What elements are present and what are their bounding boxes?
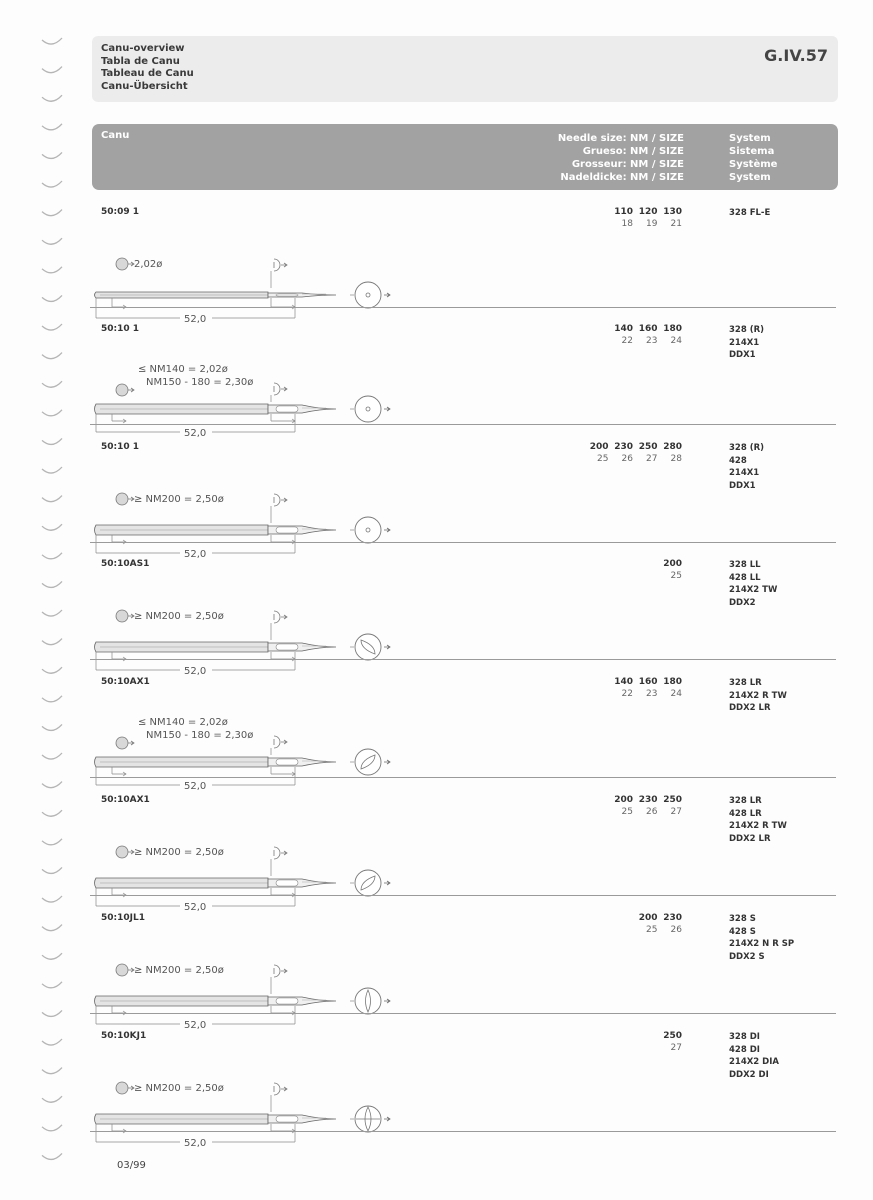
needle-sizes <box>584 442 682 466</box>
needle-diagram <box>88 1064 418 1154</box>
needle-code: 50:10AS1 <box>101 559 150 569</box>
system-item: 214X2 TW <box>729 585 778 595</box>
system-item: 428 <box>729 455 747 466</box>
system-label-fr: Système <box>729 159 778 170</box>
size-value: 21 <box>670 219 682 229</box>
system-item: 328 (R) <box>729 325 765 335</box>
eye-indicator <box>274 494 280 506</box>
nm-value: 120 <box>638 207 658 217</box>
needle-code: 50:10JL1 <box>101 913 145 923</box>
diameter-circle <box>116 964 128 976</box>
system-list <box>729 442 764 492</box>
row-separator <box>90 659 836 660</box>
eye-dimension-arrow <box>271 419 295 423</box>
column-header-canu: Canu <box>101 130 130 141</box>
size-value: 22 <box>621 336 633 346</box>
table-row <box>0 324 873 441</box>
needle-eye <box>276 998 298 1004</box>
needle-diagram <box>88 475 418 565</box>
title-es: Tabla de Canu <box>101 55 180 67</box>
needle-diagram <box>88 707 418 797</box>
needle-drawing <box>88 240 418 330</box>
system-item: DDX1 <box>729 480 756 491</box>
system-list <box>729 207 770 220</box>
diameter-label: ≥ NM200 = 2,50ø <box>134 847 224 858</box>
table-row <box>0 795 873 912</box>
needle-length: 52,0 <box>184 1020 207 1031</box>
nm-value: 140 <box>614 324 633 334</box>
binding-ring <box>42 1153 62 1159</box>
row-separator <box>90 1131 836 1132</box>
needle-drawing <box>88 592 418 682</box>
needle-diagram <box>88 946 418 1036</box>
diameter-label-2: NM150 - 180 = 2,30ø <box>146 730 254 741</box>
size-value: 27 <box>670 1043 682 1053</box>
size-values <box>633 925 682 937</box>
size-label-es: Grueso: NM / SIZE <box>582 146 684 157</box>
binding-ring <box>42 152 62 158</box>
needle-eye <box>276 294 298 296</box>
nm-value: 180 <box>663 677 682 687</box>
header-bar <box>92 36 838 102</box>
header-titles <box>101 43 194 93</box>
eye-indicator <box>274 383 280 395</box>
system-item: DDX2 LR <box>729 833 771 844</box>
cross-section-arrow <box>384 293 390 297</box>
row-separator <box>90 895 836 896</box>
nm-value: 200 <box>638 913 658 923</box>
nm-value: 200 <box>663 559 682 569</box>
diameter-label-2: NM150 - 180 = 2,30ø <box>146 377 254 388</box>
nm-value: 280 <box>663 442 682 452</box>
system-item: 328 LR <box>729 678 762 688</box>
needle-drawing <box>88 354 418 444</box>
system-item: DDX1 <box>729 350 756 360</box>
size-value: 26 <box>670 925 682 935</box>
system-item: 214X1 <box>729 468 760 478</box>
diameter-circle <box>116 1082 128 1094</box>
size-value: 25 <box>646 925 658 935</box>
needle-sizes <box>609 677 683 701</box>
needle-eye <box>276 527 298 533</box>
diameter-label: ≥ NM200 = 2,50ø <box>134 494 224 505</box>
size-values <box>609 689 683 701</box>
system-list <box>729 677 787 715</box>
eye-indicator <box>274 847 280 859</box>
nm-value: 250 <box>663 795 682 805</box>
cross-section-circle <box>355 634 381 660</box>
needle-eye <box>276 644 298 650</box>
diameter-label-1: ≤ NM140 = 2,02ø <box>138 364 228 375</box>
system-item: 428 LR <box>729 808 762 819</box>
eye-indicator <box>274 1083 280 1095</box>
size-value: 24 <box>670 336 682 346</box>
table-row <box>0 913 873 1030</box>
size-value: 26 <box>621 454 633 464</box>
nm-value: 110 <box>614 207 633 217</box>
nm-value: 250 <box>638 442 658 452</box>
needle-sizes <box>658 559 683 583</box>
cross-section-arrow <box>384 645 390 649</box>
footer-date: 03/99 <box>117 1160 146 1171</box>
size-value: 24 <box>670 689 682 699</box>
cross-section-arrow <box>384 999 390 1003</box>
diameter-circle <box>116 493 128 505</box>
table-header <box>92 124 838 190</box>
size-values <box>658 1043 683 1055</box>
table-row <box>0 207 873 324</box>
system-item: 328 S <box>729 914 756 924</box>
needle-length: 52,0 <box>184 428 207 439</box>
diameter-leader-arrow <box>112 772 126 776</box>
size-value: 27 <box>670 807 682 817</box>
diameter-circle <box>116 610 128 622</box>
system-label-en: System <box>729 133 771 144</box>
size-value: 25 <box>597 454 609 464</box>
nm-value: 200 <box>589 442 609 452</box>
binding-ring <box>42 67 62 73</box>
needle-eye <box>276 759 298 765</box>
nm-value: 230 <box>638 795 658 805</box>
needle-diagram <box>88 354 418 444</box>
cross-section-circle <box>355 749 381 775</box>
system-item: 428 LL <box>729 572 761 583</box>
table-row <box>0 442 873 559</box>
diameter-circle <box>116 737 128 749</box>
size-value: 19 <box>646 219 658 229</box>
cross-section-arrow <box>384 1117 390 1121</box>
system-item: 214X2 R TW <box>729 821 787 831</box>
cross-section-circle <box>355 282 381 308</box>
needle-sizes <box>609 324 683 348</box>
nm-values <box>658 559 683 571</box>
binding-ring <box>42 38 62 44</box>
diameter-circle <box>116 384 128 396</box>
diameter-label: ≥ NM200 = 2,50ø <box>134 611 224 622</box>
eye-arrow <box>281 387 287 391</box>
title-fr: Tableau de Canu <box>101 68 194 80</box>
needle-eye <box>276 406 298 412</box>
nm-value: 160 <box>638 677 658 687</box>
diameter-label: 2,02ø <box>134 259 163 270</box>
needle-eye <box>276 1116 298 1122</box>
system-list <box>729 913 794 963</box>
table-row <box>0 677 873 794</box>
needle-drawing <box>88 828 418 918</box>
needle-code: 50:10 1 <box>101 442 140 452</box>
nm-values <box>609 324 683 336</box>
cross-section-circle <box>355 517 381 543</box>
needle-sizes <box>609 207 683 231</box>
needle-diagram <box>88 828 418 918</box>
needle-code: 50:10AX1 <box>101 795 150 805</box>
eye-arrow <box>281 969 287 973</box>
size-value: 28 <box>670 454 682 464</box>
needle-code: 50:10KJ1 <box>101 1031 147 1041</box>
system-list <box>729 559 777 609</box>
system-item: DDX2 DI <box>729 1069 769 1080</box>
size-values <box>609 807 683 819</box>
system-item: 428 S <box>729 926 756 937</box>
eye-arrow <box>281 740 287 744</box>
system-item: 214X1 <box>729 337 760 348</box>
row-separator <box>90 424 836 425</box>
nm-values <box>609 795 683 807</box>
system-item: 328 FL-E <box>729 208 771 218</box>
diameter-circle <box>116 846 128 858</box>
cross-section-circle <box>355 870 381 896</box>
size-values <box>609 336 683 348</box>
size-value: 23 <box>646 336 658 346</box>
system-item: DDX2 LR <box>729 703 771 713</box>
needle-code: 50:10 1 <box>101 324 140 334</box>
size-label-fr: Grosseur: NM / SIZE <box>571 159 684 170</box>
needle-sizes <box>633 913 682 937</box>
diameter-arrow <box>128 388 134 392</box>
system-list <box>729 1031 779 1081</box>
nm-value: 160 <box>638 324 658 334</box>
system-list <box>729 795 787 845</box>
system-item: DDX2 S <box>729 951 765 962</box>
cross-section-arrow <box>384 407 390 411</box>
size-value: 27 <box>646 454 658 464</box>
diameter-leader-arrow <box>112 419 126 423</box>
column-header-system <box>729 132 777 184</box>
system-item: 214X2 N R SP <box>729 939 795 949</box>
system-item: 214X2 R TW <box>729 690 787 701</box>
cross-section-arrow <box>384 881 390 885</box>
system-item: 328 LR <box>729 796 762 806</box>
needle-sizes <box>609 795 683 819</box>
eye-indicator <box>274 965 280 977</box>
eye-arrow <box>281 1087 287 1091</box>
row-separator <box>90 777 836 778</box>
needle-sizes <box>658 1031 683 1055</box>
needle-length: 52,0 <box>184 666 207 677</box>
eye-arrow <box>281 263 287 267</box>
nm-values <box>584 442 682 454</box>
title-en: Canu-overview <box>101 43 185 54</box>
eye-dimension-arrow <box>271 772 295 776</box>
system-list <box>729 324 764 362</box>
needle-diagram <box>88 240 418 330</box>
system-item: 428 DI <box>729 1044 760 1055</box>
diameter-arrow <box>128 741 134 745</box>
needle-length: 52,0 <box>184 902 207 913</box>
row-separator <box>90 1013 836 1014</box>
system-item: 328 (R) <box>729 443 765 453</box>
eye-arrow <box>281 851 287 855</box>
system-item: 214X2 DIA <box>729 1057 779 1067</box>
title-de: Canu-Übersicht <box>101 80 188 92</box>
eye-indicator <box>274 259 280 271</box>
needle-diagram <box>88 592 418 682</box>
cross-section-circle <box>355 988 381 1014</box>
needle-eye <box>276 880 298 886</box>
eye-arrow <box>281 498 287 502</box>
size-label-de: Nadeldicke: NM / SIZE <box>560 172 684 183</box>
needle-length: 52,0 <box>184 549 207 560</box>
nm-values <box>658 1031 683 1043</box>
cross-section-arrow <box>384 528 390 532</box>
nm-values <box>609 207 683 219</box>
needle-code: 50:10AX1 <box>101 677 150 687</box>
row-separator <box>90 307 836 308</box>
needle-drawing <box>88 1064 418 1154</box>
needle-drawing <box>88 475 418 565</box>
needle-length: 52,0 <box>184 314 207 325</box>
size-value: 18 <box>621 219 633 229</box>
row-separator <box>90 542 836 543</box>
nm-values <box>609 677 683 689</box>
nm-value: 180 <box>663 324 682 334</box>
binding-ring <box>42 95 62 101</box>
size-values <box>584 454 682 466</box>
system-label-de: System <box>729 172 771 183</box>
cross-section-arrow <box>384 760 390 764</box>
nm-value: 130 <box>663 207 682 217</box>
diameter-circle <box>116 258 128 270</box>
size-label-en: Needle size: NM / SIZE <box>557 133 684 144</box>
system-item: 328 DI <box>729 1032 760 1042</box>
size-values <box>658 571 683 583</box>
needle-code: 50:09 1 <box>101 207 140 217</box>
diameter-label-1: ≤ NM140 = 2,02ø <box>138 717 228 728</box>
nm-value: 140 <box>614 677 633 687</box>
table-row <box>0 1031 873 1148</box>
needle-drawing <box>88 707 418 797</box>
diameter-label: ≥ NM200 = 2,50ø <box>134 1083 224 1094</box>
diameter-label: ≥ NM200 = 2,50ø <box>134 965 224 976</box>
size-value: 25 <box>621 807 633 817</box>
eye-arrow <box>281 615 287 619</box>
column-header-size <box>484 132 684 184</box>
nm-value: 250 <box>663 1031 682 1041</box>
eye-indicator <box>274 736 280 748</box>
nm-value: 230 <box>614 442 633 452</box>
size-value: 26 <box>646 807 658 817</box>
size-values <box>609 219 683 231</box>
needle-length: 52,0 <box>184 1138 207 1149</box>
system-item: 328 LL <box>729 560 761 570</box>
nm-values <box>633 913 682 925</box>
table-row <box>0 559 873 676</box>
size-value: 25 <box>670 571 682 581</box>
system-label-es: Sistema <box>729 146 775 157</box>
eye-indicator <box>274 611 280 623</box>
binding-ring <box>42 124 62 130</box>
size-value: 22 <box>621 689 633 699</box>
needle-drawing <box>88 946 418 1036</box>
nm-value: 200 <box>614 795 633 805</box>
system-item: DDX2 <box>729 597 756 608</box>
needle-length: 52,0 <box>184 781 207 792</box>
size-value: 23 <box>646 689 658 699</box>
page-id: G.IV.57 <box>764 46 828 65</box>
cross-section-circle <box>355 396 381 422</box>
nm-value: 230 <box>663 913 682 923</box>
binding-ring <box>42 181 62 187</box>
